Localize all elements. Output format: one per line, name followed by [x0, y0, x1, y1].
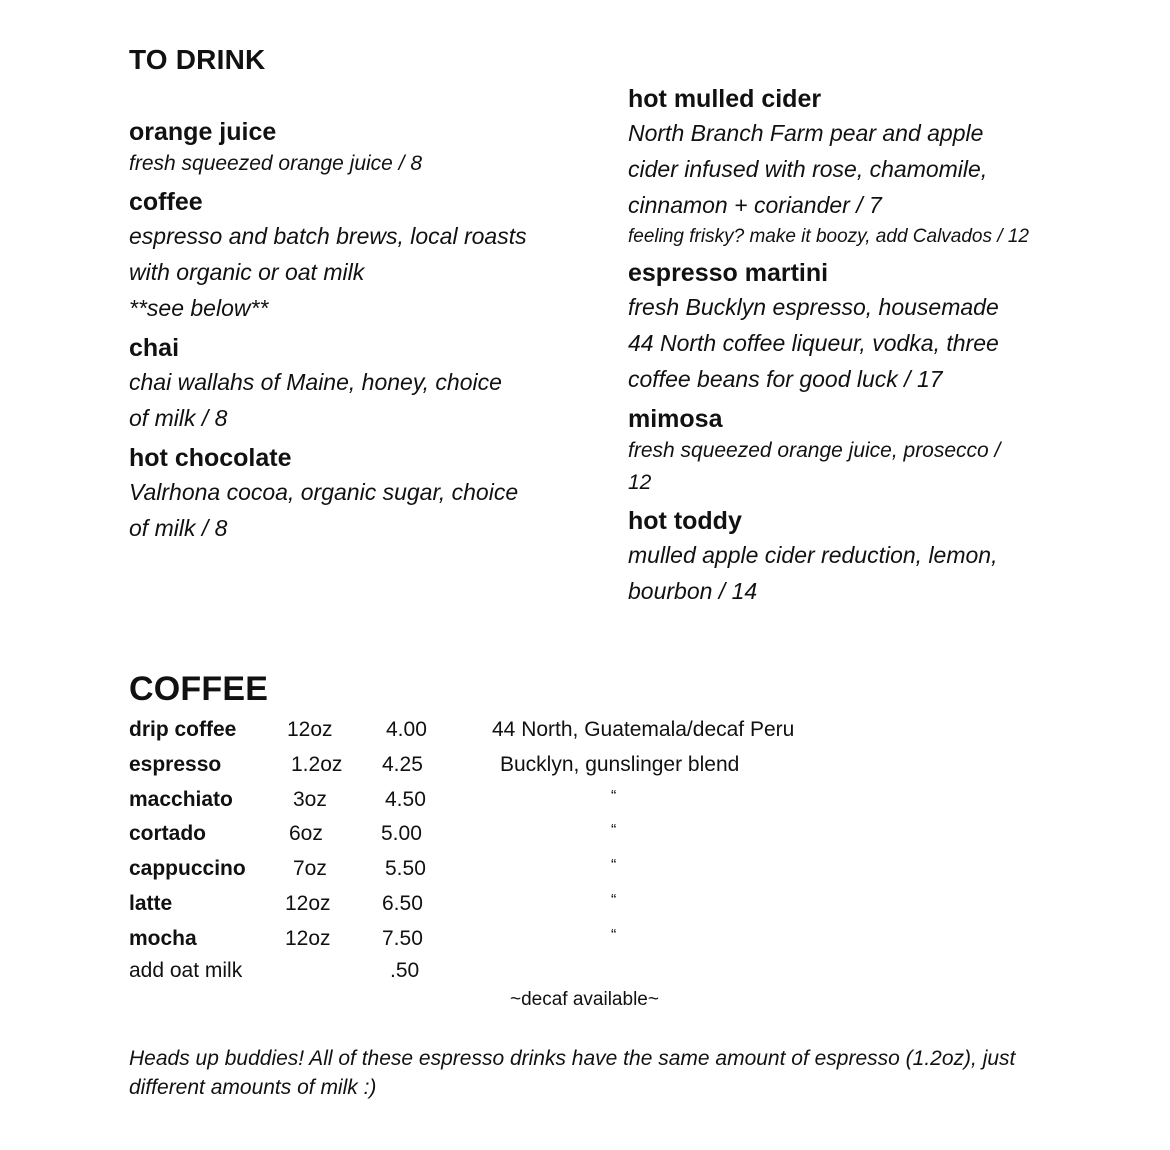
item-desc: coffee beans for good luck / 17: [628, 366, 943, 392]
coffee-price: 5.00: [381, 822, 422, 845]
coffee-row: [0, 753, 1000, 787]
menu-item-chai: [129, 332, 569, 436]
item-name: coffee: [129, 188, 203, 216]
item-name: chai: [129, 334, 180, 362]
item-desc: with organic or oat milk: [129, 259, 365, 285]
menu-item-espresso-martini: [628, 257, 1058, 397]
coffee-size: 1.2oz: [291, 753, 343, 776]
coffee-price: 4.25: [382, 753, 423, 776]
coffee-price: 5.50: [385, 857, 426, 880]
coffee-row: [0, 718, 1000, 752]
to-drink-left-column: [129, 116, 569, 546]
item-desc: 12: [628, 471, 652, 494]
coffee-origin: Bucklyn, gunslinger blend: [500, 753, 740, 776]
coffee-price: 7.50: [382, 927, 423, 950]
item-desc: espresso and batch brews, local roasts: [129, 223, 527, 249]
coffee-name: mocha: [129, 927, 197, 950]
coffee-size: 7oz: [293, 857, 327, 880]
item-name: mimosa: [628, 405, 723, 433]
item-desc: of milk / 8: [129, 405, 228, 431]
coffee-origin-ditto: “: [611, 857, 617, 874]
coffee-name: cortado: [129, 822, 207, 845]
coffee-name: drip coffee: [129, 718, 237, 741]
coffee-origin-ditto: “: [611, 892, 617, 909]
item-desc: Valrhona cocoa, organic sugar, choice: [129, 479, 519, 505]
coffee-row: [0, 822, 1000, 856]
item-desc: fresh squeezed orange juice / 8: [129, 152, 423, 175]
item-desc: fresh Bucklyn espresso, housemade: [628, 294, 999, 320]
item-desc: **see below**: [129, 295, 269, 321]
coffee-title: COFFEE: [129, 670, 269, 708]
coffee-origin-ditto: “: [611, 822, 617, 839]
to-drink-right-column: [628, 83, 1058, 609]
coffee-size: 12oz: [285, 927, 331, 950]
coffee-name: cappuccino: [129, 857, 246, 880]
coffee-addon-row: [0, 959, 1000, 993]
coffee-size: 6oz: [289, 822, 323, 845]
coffee-row: [0, 927, 1000, 961]
to-drink-title: TO DRINK: [129, 44, 266, 75]
item-name: espresso martini: [628, 259, 829, 287]
menu-item-mimosa: [628, 403, 1058, 499]
coffee-name: espresso: [129, 753, 222, 776]
coffee-origin-ditto: “: [611, 788, 617, 805]
coffee-row: [0, 788, 1000, 822]
menu-item-coffee: [129, 186, 569, 326]
coffee-name: latte: [129, 892, 173, 915]
item-desc: cider infused with rose, chamomile,: [628, 156, 988, 182]
coffee-row: [0, 857, 1000, 891]
decaf-note: ~decaf available~: [510, 989, 659, 1010]
coffee-price: 6.50: [382, 892, 423, 915]
menu-item-hot-toddy: [628, 505, 1058, 609]
item-desc: North Branch Farm pear and apple: [628, 120, 984, 146]
item-desc: chai wallahs of Maine, honey, choice: [129, 369, 502, 395]
footnote-line: Heads up buddies! All of these espresso drinks have the same amount of espresso (1.2oz), just: [129, 1047, 1016, 1070]
espresso-footnote: [129, 1044, 1089, 1102]
footnote-line: different amounts of milk :): [129, 1076, 377, 1099]
item-desc: of milk / 8: [129, 515, 228, 541]
coffee-origin-ditto: “: [611, 927, 617, 944]
item-name: orange juice: [129, 118, 277, 146]
item-desc: mulled apple cider reduction, lemon,: [628, 542, 998, 568]
coffee-name: macchiato: [129, 788, 233, 811]
item-note: feeling frisky? make it boozy, add Calvados / 12: [628, 226, 1029, 247]
addon-name: add oat milk: [129, 959, 243, 982]
item-desc: cinnamon + coriander / 7: [628, 192, 882, 218]
item-desc: bourbon / 14: [628, 578, 758, 604]
item-name: hot mulled cider: [628, 85, 822, 113]
item-name: hot toddy: [628, 507, 742, 535]
coffee-size: 12oz: [287, 718, 333, 741]
item-desc: fresh squeezed orange juice, prosecco /: [628, 439, 1001, 462]
coffee-size: 12oz: [285, 892, 331, 915]
menu-item-hot-mulled-cider: [628, 83, 1058, 251]
menu-item-orange-juice: [129, 116, 569, 180]
coffee-row: [0, 892, 1000, 926]
menu-item-hot-chocolate: [129, 442, 569, 546]
coffee-origin: 44 North, Guatemala/decaf Peru: [492, 718, 795, 741]
coffee-size: 3oz: [293, 788, 327, 811]
addon-price: .50: [390, 959, 420, 982]
coffee-price: 4.50: [385, 788, 426, 811]
item-name: hot chocolate: [129, 444, 292, 472]
coffee-price: 4.00: [386, 718, 427, 741]
item-desc: 44 North coffee liqueur, vodka, three: [628, 330, 999, 356]
